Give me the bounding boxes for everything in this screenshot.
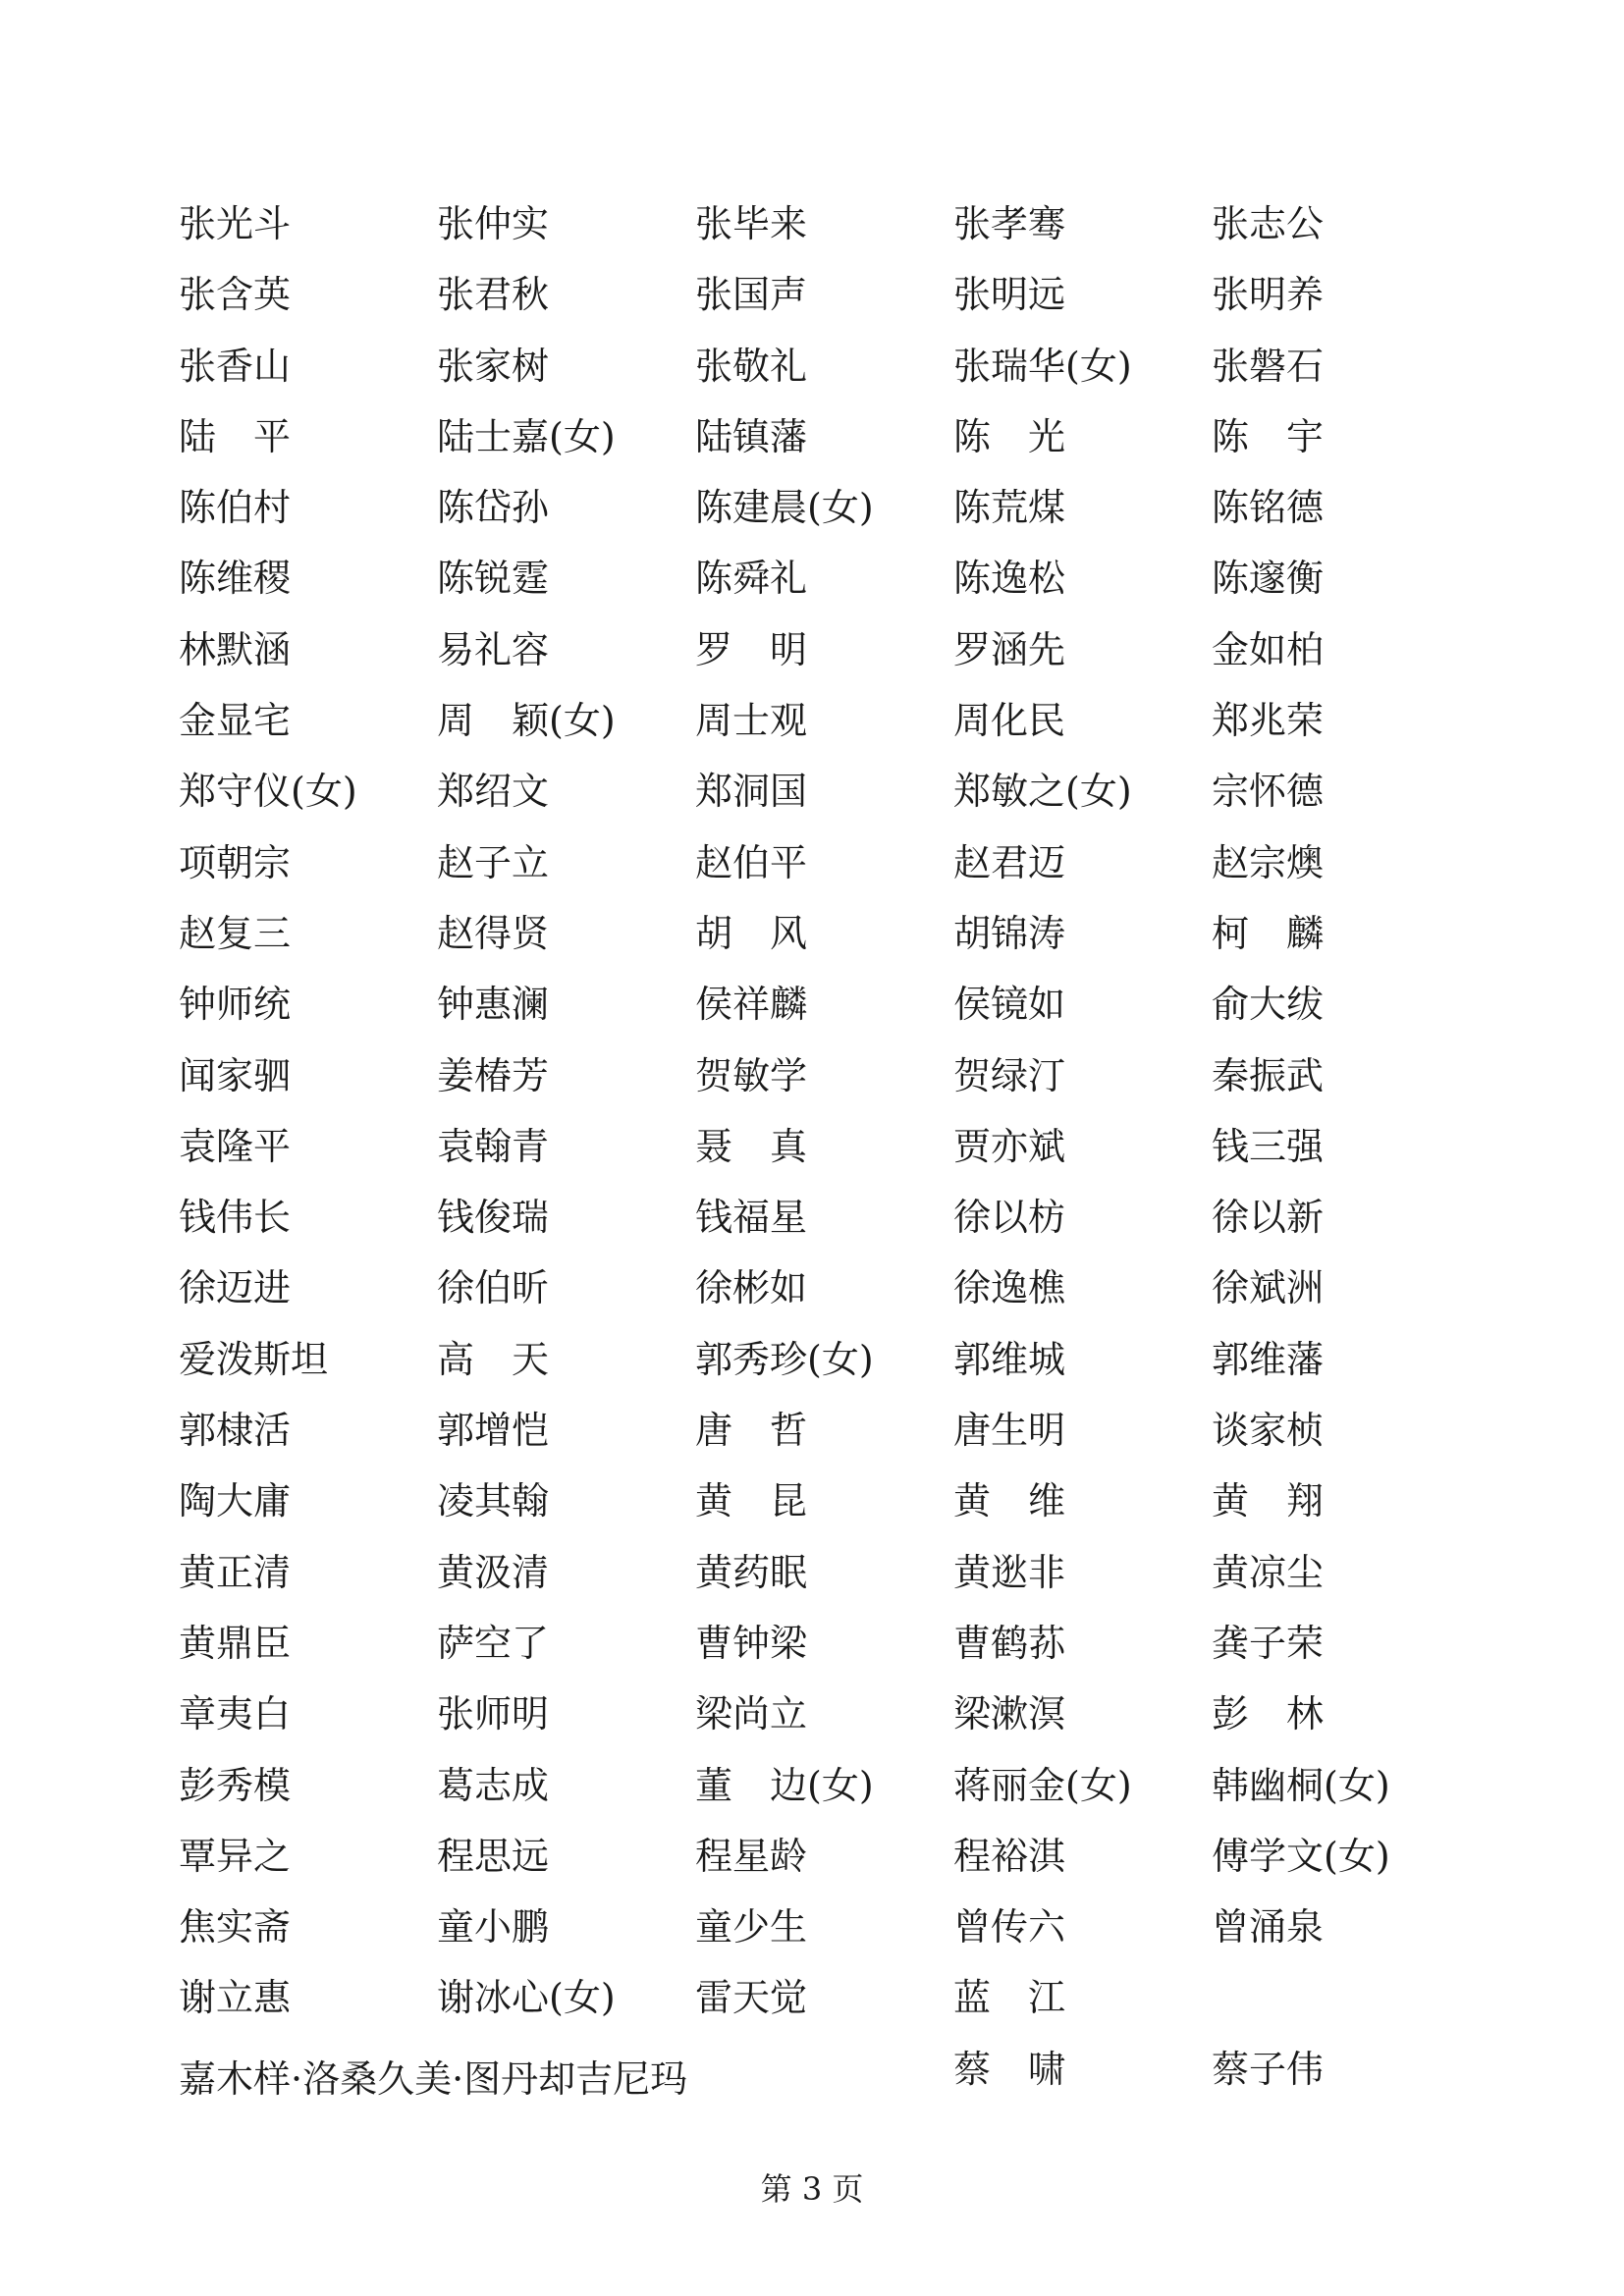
name-entry: 张志公 bbox=[1212, 202, 1325, 245]
name-entry: 谢立惠 bbox=[179, 1976, 292, 2020]
name-entry: 姜椿芳 bbox=[437, 1053, 550, 1097]
name-entry: 高 天 bbox=[437, 1337, 550, 1381]
name-entry: 侯镜如 bbox=[953, 983, 1066, 1027]
name-entry: 萨空了 bbox=[437, 1621, 550, 1665]
name-entry: 蔡 啸 bbox=[953, 2047, 1066, 2091]
name-row bbox=[179, 188, 1504, 259]
name-entry: 郑敏之(女) bbox=[953, 770, 1132, 814]
name-entry: 贾亦斌 bbox=[953, 1124, 1066, 1168]
name-row bbox=[179, 472, 1504, 543]
name-entry: 周士观 bbox=[695, 699, 808, 743]
name-row bbox=[179, 401, 1504, 472]
name-entry: 陈荒煤 bbox=[953, 486, 1066, 530]
name-entry: 郭维城 bbox=[953, 1337, 1066, 1381]
name-row bbox=[179, 1253, 1504, 1323]
name-entry: 柯 麟 bbox=[1212, 911, 1325, 955]
name-entry: 徐以新 bbox=[1212, 1196, 1325, 1240]
name-entry: 张明远 bbox=[953, 273, 1066, 317]
name-entry: 郭棣活 bbox=[179, 1409, 292, 1453]
name-row bbox=[179, 1821, 1504, 1892]
name-row bbox=[179, 331, 1504, 401]
name-entry: 曹鹤荪 bbox=[953, 1621, 1066, 1665]
name-entry: 郭秀珍(女) bbox=[695, 1337, 874, 1381]
name-entry: 陈建晨(女) bbox=[695, 486, 874, 530]
name-entry: 徐彬如 bbox=[695, 1266, 808, 1310]
name-row bbox=[179, 543, 1504, 614]
name-entry: 钱福星 bbox=[695, 1196, 808, 1240]
name-row bbox=[179, 685, 1504, 756]
name-entry: 陆 平 bbox=[179, 414, 292, 458]
name-entry: 陈岱孙 bbox=[437, 486, 550, 530]
name-row bbox=[179, 1395, 1504, 1466]
name-entry: 凌其翰 bbox=[437, 1479, 550, 1523]
name-entry: 黄药眠 bbox=[695, 1550, 808, 1594]
name-entry: 焦实斋 bbox=[179, 1905, 292, 1949]
name-row bbox=[179, 969, 1504, 1040]
name-entry: 张君秋 bbox=[437, 273, 550, 317]
name-entry: 黄鼎臣 bbox=[179, 1621, 292, 1665]
name-entry: 郭增恺 bbox=[437, 1409, 550, 1453]
name-row bbox=[179, 1111, 1504, 1182]
name-entry: 陈邃衡 bbox=[1212, 557, 1325, 601]
name-entry: 傅学文(女) bbox=[1212, 1834, 1390, 1878]
name-entry: 程思远 bbox=[437, 1834, 550, 1878]
name-entry: 董 边(女) bbox=[695, 1763, 874, 1807]
name-row bbox=[179, 1750, 1504, 1821]
name-row bbox=[179, 1041, 1504, 1111]
name-entry: 雷天觉 bbox=[695, 1976, 808, 2020]
name-entry: 徐迈进 bbox=[179, 1266, 292, 1310]
name-entry: 张仲实 bbox=[437, 202, 550, 245]
name-entry: 唐生明 bbox=[953, 1409, 1066, 1453]
name-entry: 秦振武 bbox=[1212, 1053, 1325, 1097]
name-entry: 黄 翔 bbox=[1212, 1479, 1325, 1523]
name-entry: 童小鹏 bbox=[437, 1905, 550, 1949]
name-row bbox=[179, 614, 1504, 685]
name-entry: 张含英 bbox=[179, 273, 292, 317]
name-row bbox=[179, 1679, 1504, 1749]
name-entry: 郭维藩 bbox=[1212, 1337, 1325, 1381]
name-row bbox=[179, 1608, 1504, 1679]
name-entry: 易礼容 bbox=[437, 627, 550, 671]
name-entry: 赵子立 bbox=[437, 840, 550, 884]
name-row bbox=[179, 1466, 1504, 1536]
name-entry: 爱泼斯坦 bbox=[179, 1337, 329, 1381]
name-row bbox=[179, 1182, 1504, 1253]
name-entry: 张国声 bbox=[695, 273, 808, 317]
name-entry: 赵君迈 bbox=[953, 840, 1066, 884]
name-entry: 彭 林 bbox=[1212, 1692, 1325, 1736]
name-entry: 徐斌洲 bbox=[1212, 1266, 1325, 1310]
name-entry: 章夷白 bbox=[179, 1692, 292, 1736]
name-entry: 郑洞国 bbox=[695, 770, 808, 814]
name-entry: 徐逸樵 bbox=[953, 1266, 1066, 1310]
name-entry: 钱俊瑞 bbox=[437, 1196, 550, 1240]
name-entry: 张磐石 bbox=[1212, 344, 1325, 388]
name-entry: 蔡子伟 bbox=[1212, 2047, 1325, 2091]
name-entry: 闻家驷 bbox=[179, 1053, 292, 1097]
name-entry: 林默涵 bbox=[179, 627, 292, 671]
name-entry: 陈逸松 bbox=[953, 557, 1066, 601]
name-row bbox=[179, 898, 1504, 969]
name-entry: 程星龄 bbox=[695, 1834, 808, 1878]
name-entry: 金如柏 bbox=[1212, 627, 1325, 671]
name-row bbox=[179, 1892, 1504, 1962]
name-entry: 胡 风 bbox=[695, 911, 808, 955]
name-entry: 唐 哲 bbox=[695, 1409, 808, 1453]
name-row bbox=[179, 1537, 1504, 1608]
name-entry: 赵伯平 bbox=[695, 840, 808, 884]
name-entry: 钟师统 bbox=[179, 983, 292, 1027]
name-entry: 黄汲清 bbox=[437, 1550, 550, 1594]
name-entry: 张孝骞 bbox=[953, 202, 1066, 245]
name-entry: 陶大庸 bbox=[179, 1479, 292, 1523]
name-entry: 赵复三 bbox=[179, 911, 292, 955]
name-entry: 彭秀模 bbox=[179, 1763, 292, 1807]
name-entry: 罗 明 bbox=[695, 627, 808, 671]
name-entry: 贺敏学 bbox=[695, 1053, 808, 1097]
name-row bbox=[179, 828, 1504, 898]
name-entry: 周化民 bbox=[953, 699, 1066, 743]
name-entry: 张瑞华(女) bbox=[953, 344, 1132, 388]
name-entry: 谢冰心(女) bbox=[437, 1976, 616, 2020]
name-entry: 韩幽桐(女) bbox=[1212, 1763, 1390, 1807]
name-entry: 赵得贤 bbox=[437, 911, 550, 955]
name-entry: 曾涌泉 bbox=[1212, 1905, 1325, 1949]
name-entry: 龚子荣 bbox=[1212, 1621, 1325, 1665]
name-entry: 谈家桢 bbox=[1212, 1409, 1325, 1453]
name-entry-long: 嘉木样·洛桑久美·图丹却吉尼玛 bbox=[179, 2056, 688, 2101]
name-entry: 项朝宗 bbox=[179, 840, 292, 884]
name-entry: 覃异之 bbox=[179, 1834, 292, 1878]
name-entry: 郑绍文 bbox=[437, 770, 550, 814]
name-entry: 程裕淇 bbox=[953, 1834, 1066, 1878]
name-entry: 陈 宇 bbox=[1212, 414, 1325, 458]
name-entry: 聂 真 bbox=[695, 1124, 808, 1168]
name-entry: 张师明 bbox=[437, 1692, 550, 1736]
name-entry: 陈铭德 bbox=[1212, 486, 1325, 530]
name-entry: 葛志成 bbox=[437, 1763, 550, 1807]
name-entry: 周 颖(女) bbox=[437, 699, 616, 743]
name-entry: 黄逖非 bbox=[953, 1550, 1066, 1594]
name-entry: 张毕来 bbox=[695, 202, 808, 245]
name-entry: 蓝 江 bbox=[953, 1976, 1066, 2020]
name-entry: 陆士嘉(女) bbox=[437, 414, 616, 458]
name-entry: 俞大绂 bbox=[1212, 983, 1325, 1027]
name-entry: 钟惠澜 bbox=[437, 983, 550, 1027]
name-entry: 童少生 bbox=[695, 1905, 808, 1949]
name-entry: 张明养 bbox=[1212, 273, 1325, 317]
name-entry: 陈舜礼 bbox=[695, 557, 808, 601]
name-entry: 胡锦涛 bbox=[953, 911, 1066, 955]
name-list bbox=[179, 188, 1504, 2105]
name-entry: 黄 昆 bbox=[695, 1479, 808, 1523]
page-number: 第 3 页 bbox=[760, 2170, 864, 2208]
name-entry: 黄 维 bbox=[953, 1479, 1066, 1523]
name-entry: 陈伯村 bbox=[179, 486, 292, 530]
name-entry: 曾传六 bbox=[953, 1905, 1066, 1949]
name-entry: 袁隆平 bbox=[179, 1124, 292, 1168]
name-entry: 曹钟梁 bbox=[695, 1621, 808, 1665]
name-entry: 黄正清 bbox=[179, 1550, 292, 1594]
name-entry: 郑兆荣 bbox=[1212, 699, 1325, 743]
name-entry: 张敬礼 bbox=[695, 344, 808, 388]
name-entry: 梁漱溟 bbox=[953, 1692, 1066, 1736]
name-entry: 宗怀德 bbox=[1212, 770, 1325, 814]
name-entry: 张家树 bbox=[437, 344, 550, 388]
name-entry: 罗涵先 bbox=[953, 627, 1066, 671]
name-entry: 陈 光 bbox=[953, 414, 1066, 458]
name-row bbox=[179, 1962, 1504, 2033]
name-entry: 陈维稷 bbox=[179, 557, 292, 601]
name-entry: 梁尚立 bbox=[695, 1692, 808, 1736]
name-row bbox=[179, 259, 1504, 330]
name-entry: 钱伟长 bbox=[179, 1196, 292, 1240]
name-entry: 张香山 bbox=[179, 344, 292, 388]
name-entry: 郑守仪(女) bbox=[179, 770, 357, 814]
name-entry: 赵宗燠 bbox=[1212, 840, 1325, 884]
name-entry: 徐以枋 bbox=[953, 1196, 1066, 1240]
name-entry: 陆镇藩 bbox=[695, 414, 808, 458]
name-entry: 陈锐霆 bbox=[437, 557, 550, 601]
name-row bbox=[179, 756, 1504, 827]
name-entry: 蒋丽金(女) bbox=[953, 1763, 1132, 1807]
name-entry: 袁翰青 bbox=[437, 1124, 550, 1168]
name-entry: 金显宅 bbox=[179, 699, 292, 743]
name-entry: 侯祥麟 bbox=[695, 983, 808, 1027]
name-entry: 钱三强 bbox=[1212, 1124, 1325, 1168]
name-entry: 贺绿汀 bbox=[953, 1053, 1066, 1097]
name-entry: 张光斗 bbox=[179, 202, 292, 245]
name-entry: 黄凉尘 bbox=[1212, 1550, 1325, 1594]
name-entry: 徐伯昕 bbox=[437, 1266, 550, 1310]
name-row-last bbox=[179, 2034, 1504, 2105]
name-row bbox=[179, 1324, 1504, 1395]
